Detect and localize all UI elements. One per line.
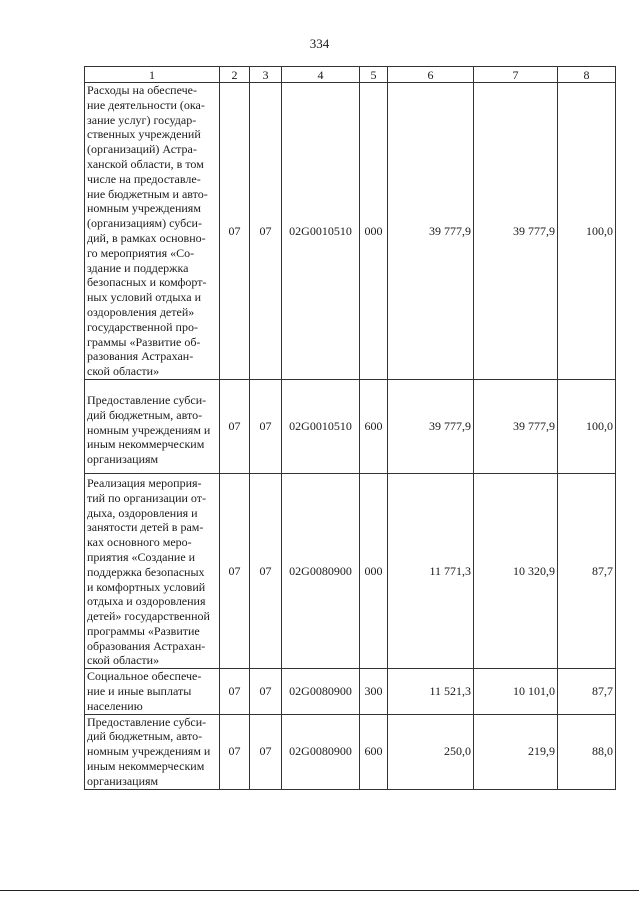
executed-amount: 39 777,9 [474,379,558,473]
column-header: 7 [474,67,558,83]
execution-percent: 87,7 [558,669,616,714]
description-line: числе на предоставле- [87,171,201,186]
description-line: зание услуг) государ- [87,112,197,127]
subsection-code: 07 [250,379,282,473]
description-line: ках основного меро- [87,535,192,550]
budget-table [84,66,616,790]
description-line: дий бюджетным, авто- [87,729,203,744]
target-article-code: 02G0080900 [282,669,360,714]
page-number: 334 [309,36,330,51]
table-row [85,714,616,789]
table-row [85,473,616,668]
description-line: го мероприятия «Со- [87,245,195,260]
planned-amount: 39 777,9 [388,83,474,380]
executed-amount: 39 777,9 [474,83,558,380]
description-line: организациям [87,452,159,467]
description-line: образования Астрахан- [87,638,206,653]
description-line: дий бюджетным, авто- [87,407,203,422]
expense-type-code: 600 [360,714,388,789]
column-header: 5 [360,67,388,83]
description-line: ние деятельности (ока- [87,97,205,112]
target-article-code: 02G0080900 [282,473,360,668]
description-line: тий по организации от- [87,490,207,505]
description-line: дыха, оздоровления и [87,505,198,520]
description-line: организациям [87,773,159,788]
planned-amount: 250,0 [388,714,474,789]
column-header: 1 [85,67,220,83]
column-header: 2 [220,67,250,83]
section-code: 07 [220,83,250,380]
description-line: поддержка безопасных [87,564,205,579]
section-code: 07 [220,669,250,714]
planned-amount: 11 771,3 [388,473,474,668]
description-line: занятости детей в рам- [87,520,204,535]
subsection-code: 07 [250,473,282,668]
description-line: номным учреждениям [87,201,201,216]
planned-amount: 11 521,3 [388,669,474,714]
description-line: ской области» [87,364,160,379]
target-article-code: 02G0080900 [282,714,360,789]
subsection-code: 07 [250,669,282,714]
description-line: дий, в рамках основно- [87,230,206,245]
row-description [85,83,220,380]
description-line: отдыха и оздоровления [87,594,206,609]
description-line: (организациям) субси- [87,216,202,231]
header-row [85,67,616,83]
description-line: населению [87,698,143,713]
expense-type-code: 600 [360,379,388,473]
executed-amount: 10 101,0 [474,669,558,714]
table-row [85,83,616,380]
subsection-code: 07 [250,714,282,789]
description-line: ных условий отдыха и [87,290,201,305]
description-line: ние и иные выплаты [87,684,192,699]
execution-percent: 100,0 [558,83,616,380]
table-row [85,669,616,714]
description-line: разования Астрахан- [87,349,194,364]
description-line: номным учреждениям и [87,422,211,437]
description-line: здание и поддержка [87,260,189,275]
expense-type-code: 300 [360,669,388,714]
subsection-code: 07 [250,83,282,380]
row-description [85,714,220,789]
executed-amount: 219,9 [474,714,558,789]
description-line: безопасных и комфорт- [87,275,207,290]
execution-percent: 88,0 [558,714,616,789]
description-line: ние бюджетным и авто- [87,186,208,201]
column-header: 4 [282,67,360,83]
description-line: Социальное обеспече- [87,669,202,684]
section-code: 07 [220,714,250,789]
description-line: Предоставление субси- [87,392,207,407]
description-line: и комфортных условий [87,579,206,594]
description-line: граммы «Развитие об- [87,334,201,349]
execution-percent: 87,7 [558,473,616,668]
column-header: 8 [558,67,616,83]
description-line: приятия «Создание и [87,549,196,564]
target-article-code: 02G0010510 [282,379,360,473]
description-line: иным некоммерческим [87,437,205,452]
executed-amount: 10 320,9 [474,473,558,668]
column-header: 6 [388,67,474,83]
description-line: оздоровления детей» [87,304,195,319]
description-line: (организаций) Астра- [87,142,197,157]
description-line: государственной про- [87,319,198,334]
description-line: ственных учреждений [87,127,201,142]
row-description [85,473,220,668]
row-description [85,669,220,714]
target-article-code: 02G0010510 [282,83,360,380]
description-line: Предоставление субси- [87,714,207,729]
row-description [85,379,220,473]
expense-type-code: 000 [360,473,388,668]
description-line: Реализация мероприя- [87,475,202,490]
description-line: иным некоммерческим [87,759,205,774]
section-code: 07 [220,473,250,668]
description-line: программы «Развитие [87,623,200,638]
expense-type-code: 000 [360,83,388,380]
page-bottom-rule [0,890,639,891]
section-code: 07 [220,379,250,473]
description-line: детей» государственной [87,609,210,624]
description-line: номным учреждениям и [87,744,211,759]
description-line: ской области» [87,653,160,668]
planned-amount: 39 777,9 [388,379,474,473]
execution-percent: 100,0 [558,379,616,473]
description-line: ханской области, в том [87,156,204,171]
description-line: Расходы на обеспече- [87,83,197,97]
column-header: 3 [250,67,282,83]
table-row [85,379,616,473]
